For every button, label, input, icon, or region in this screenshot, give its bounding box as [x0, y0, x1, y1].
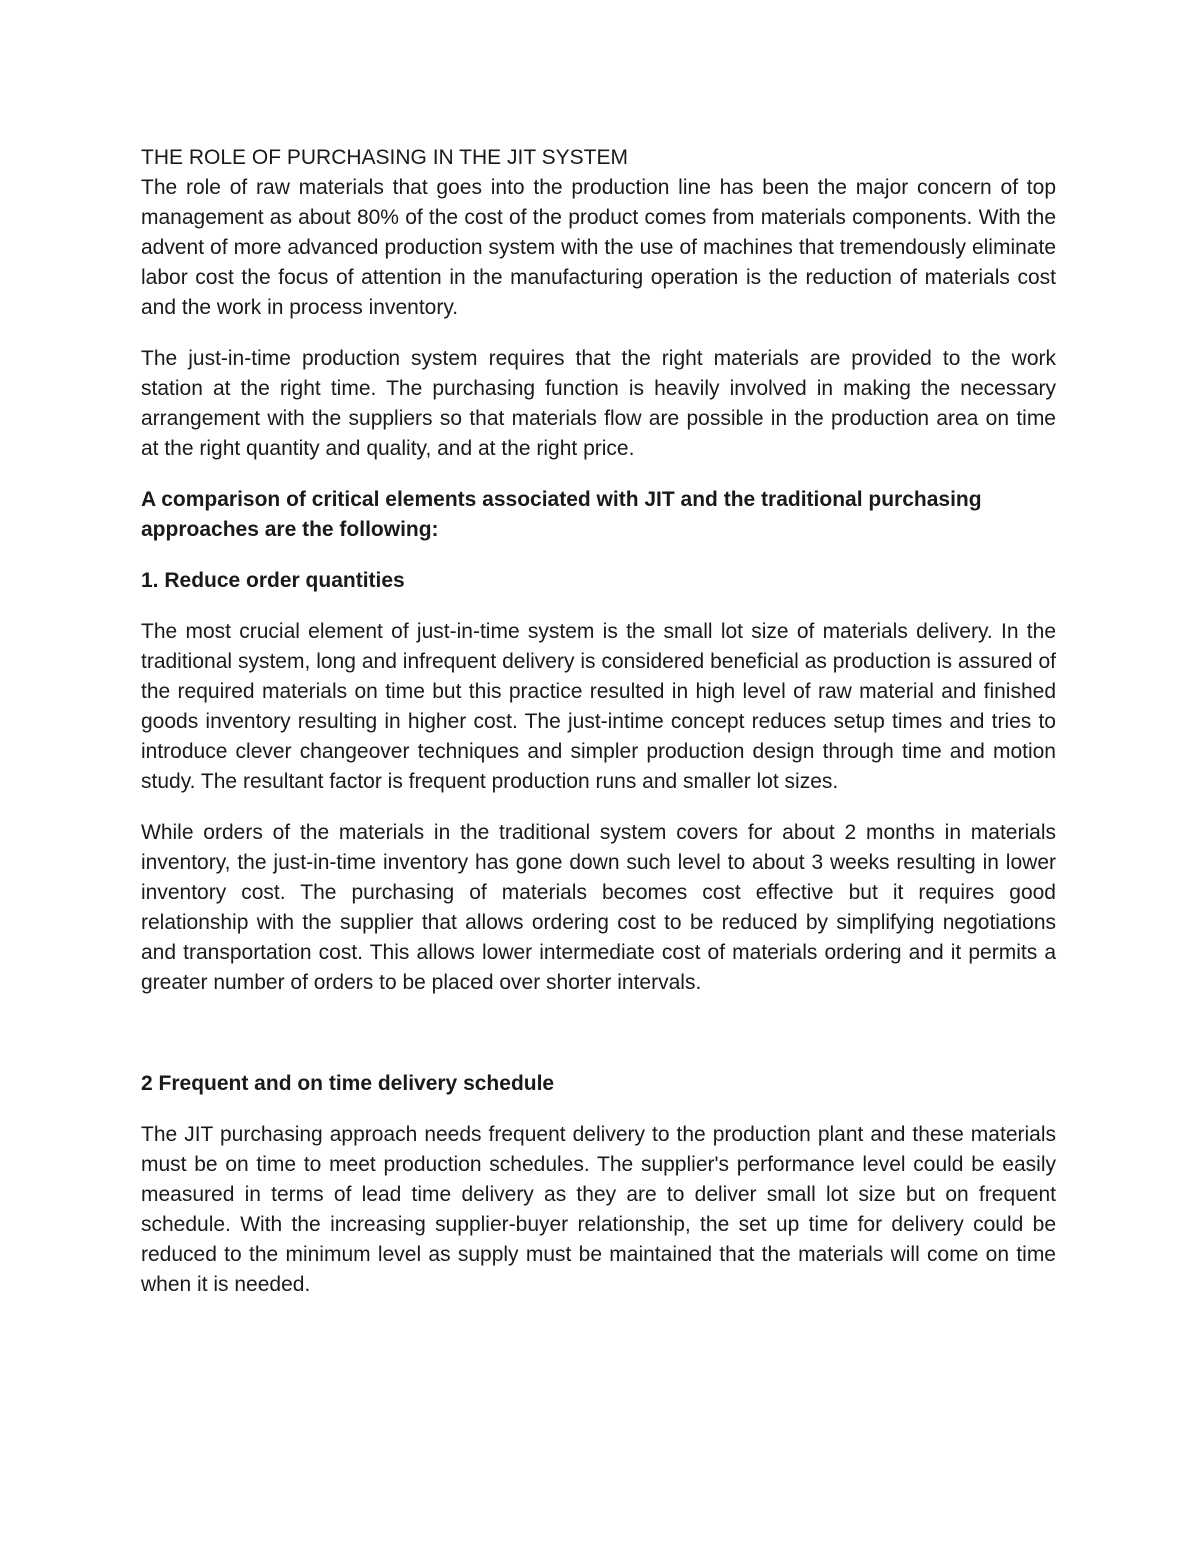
section-1-paragraph: While orders of the materials in the traditional system covers for about 2 months in materials inventory, the just-in-time inventory has gone down such level to about 3 weeks resulting in lower inventory cost. The purchasing of materials becomes cost effective but it requires good relationship with the supplier that allows ordering cost to be reduced by simplifying negotiations and transportation cost. This allows lower intermediate cost of materials ordering and it permits a greater number of orders to be placed over shorter intervals.: [141, 821, 1056, 994]
intro-paragraph: The just-in-time production system requires that the right materials are provided to the work station at the right time. The purchasing function is heavily involved in making the necessary arrangement with the suppliers so that materials flow are possible in the production area on time at the right quantity and quality, and at the right price.: [141, 347, 1056, 460]
document-title: THE ROLE OF PURCHASING IN THE JIT SYSTEM: [141, 146, 628, 169]
section-2-paragraph: The JIT purchasing approach needs frequent delivery to the production plant and these materials must be on time to meet production schedules. The supplier's performance level could be easily measured in terms of lead time delivery as they are to deliver small lot size but on frequent schedule. With the increasing supplier-buyer relationship, the set up time for delivery could be reduced to the minimum level as supply must be maintained that the materials will come on time when it is needed.: [141, 1123, 1056, 1296]
section-spacer: [141, 1019, 1056, 1069]
section-1-paragraph: The most crucial element of just-in-time system is the small lot size of materials delivery. In the traditional system, long and infrequent delivery is considered beneficial as production is assured of the required materials on time but this practice resulted in high level of raw material and finished goods inventory resulting in higher cost. The just-intime concept reduces setup times and tries to introduce clever changeover techniques and simpler production design through time and motion study. The resultant factor is frequent production runs and smaller lot sizes.: [141, 620, 1056, 793]
comparison-heading: A comparison of critical elements associated with JIT and the traditional purchasing approaches are the following:: [141, 488, 982, 541]
document-body: [141, 143, 1056, 1321]
section-1-heading: 1. Reduce order quantities: [141, 569, 405, 592]
section-2-heading: 2 Frequent and on time delivery schedule: [141, 1072, 555, 1095]
intro-paragraph: The role of raw materials that goes into the production line has been the major concern of top management as about 80% of the cost of the product comes from materials components. With the advent of more advanced production system with the use of machines that tremendously eliminate labor cost the focus of attention in the manufacturing operation is the reduction of materials cost and the work in process inventory.: [141, 176, 1056, 319]
